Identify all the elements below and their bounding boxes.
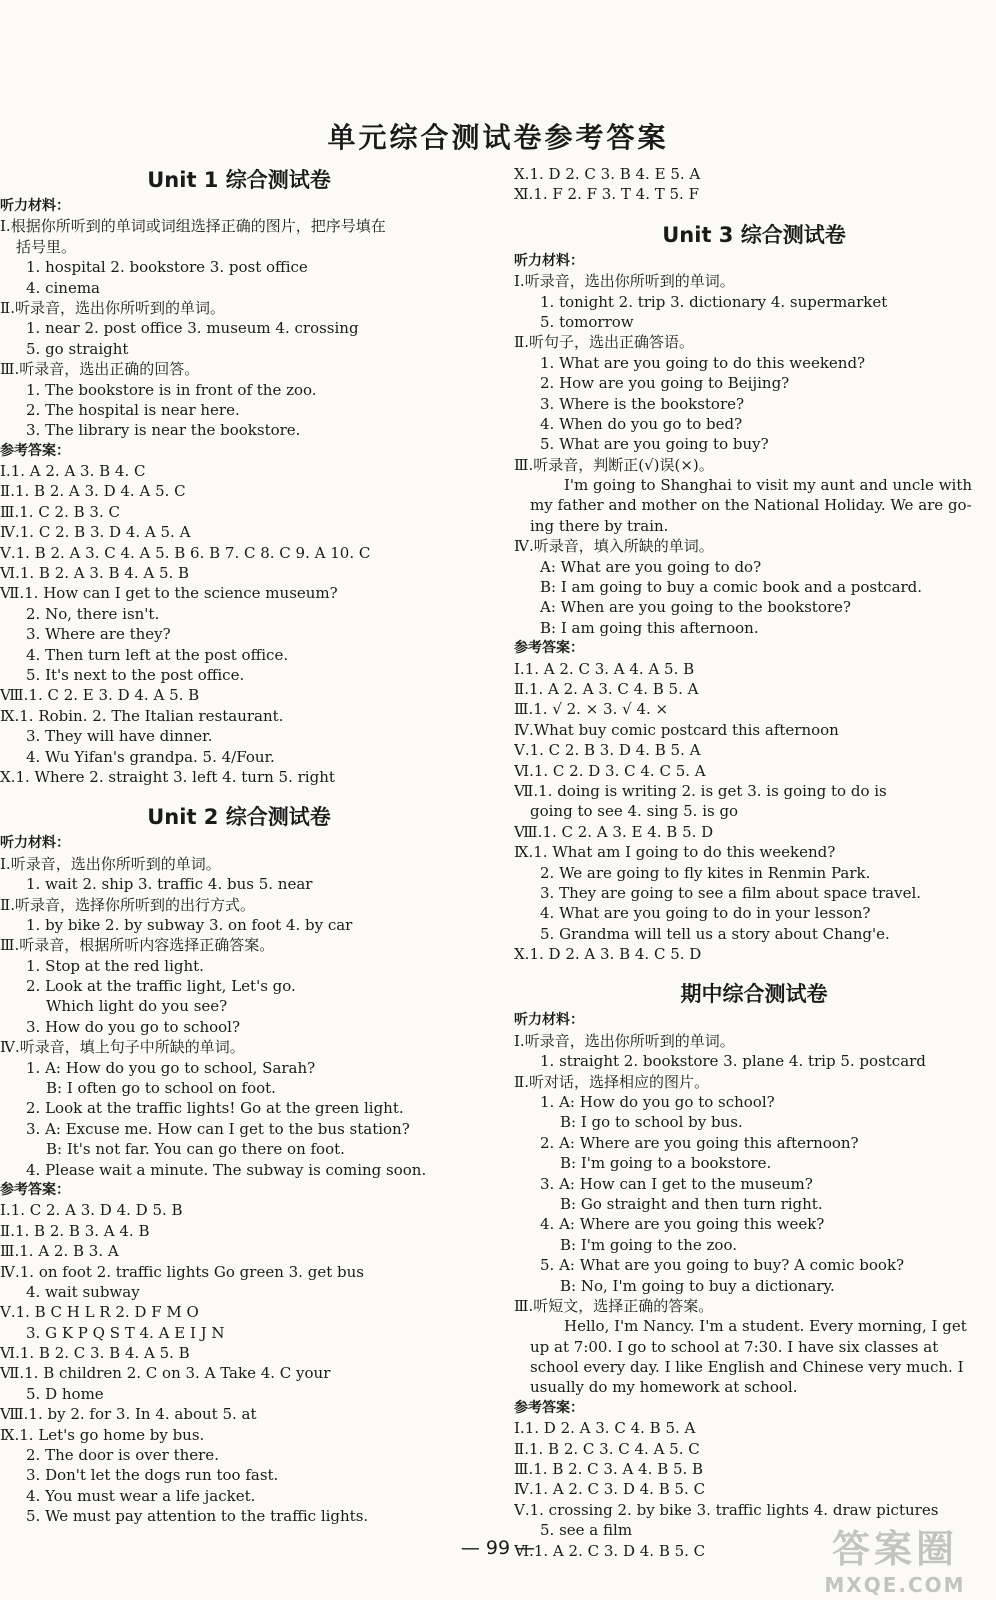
- text-line: 5. D home: [26, 1384, 104, 1403]
- text-line: Ⅰ.1. A 2. C 3. A 4. A 5. B: [514, 659, 695, 678]
- text-line: usually do my homework at school.: [530, 1378, 798, 1397]
- text-line: Ⅴ.1. C 2. B 3. D 4. B 5. A: [514, 741, 701, 760]
- section-label: 参考答案：: [0, 442, 70, 459]
- text-line: 1. tonight 2. trip 3. dictionary 4. supermarket: [540, 292, 888, 311]
- text-line: 5. It's next to the post office.: [26, 665, 245, 684]
- text-line: 5. A: What are you going to buy? A comic book?: [540, 1256, 905, 1275]
- text-line: 4. Wu Yifan's grandpa. 5. 4/Four.: [26, 747, 275, 766]
- text-line: B: I often go to school on foot.: [46, 1079, 276, 1098]
- text-line: Ⅲ.听短文，选择正确的答案。: [514, 1296, 714, 1315]
- section-gap: [514, 205, 994, 219]
- text-line: 5. We must pay attention to the traffic lights.: [26, 1507, 369, 1526]
- text-line: 3. Don't let the dogs run too fast.: [26, 1466, 279, 1485]
- text-line: Ⅳ.1. C 2. B 3. D 4. A 5. A: [0, 523, 191, 542]
- watermark-logo: [800, 1518, 990, 1597]
- text-line: up at 7:00. I go to school at 7:30. I have six classes at: [530, 1337, 939, 1356]
- text-line: B: I am going to buy a comic book and a postcard.: [540, 578, 923, 597]
- text-line: 3. G K P Q S T 4. A E I J N: [26, 1323, 225, 1342]
- text-line: B: I'm going to the zoo.: [560, 1235, 737, 1254]
- text-line: Ⅰ.听录音，选出你所听到的单词。: [514, 1031, 735, 1050]
- text-line: Ⅷ.1. C 2. E 3. D 4. A 5. B: [0, 686, 200, 705]
- text-line: 4. When do you go to bed?: [540, 414, 743, 433]
- section-gap: [0, 787, 478, 801]
- text-line: Ⅹ.1. D 2. C 3. B 4. E 5. A: [514, 165, 701, 183]
- section-label: 参考答案：: [514, 640, 584, 657]
- section-label: 听力材料：: [0, 835, 70, 852]
- text-line: Ⅲ.听录音，判断正(√)误(×)。: [514, 455, 714, 474]
- text-line: 1. A: How do you go to school?: [540, 1093, 775, 1112]
- text-line: B: I go to school by bus.: [560, 1113, 743, 1132]
- text-line: 1. wait 2. ship 3. traffic 4. bus 5. near: [26, 875, 313, 894]
- text-line: A: What are you going to do?: [540, 557, 762, 576]
- unit-title: 期中综合测试卷: [680, 982, 828, 1007]
- text-line: 4. wait subway: [26, 1282, 140, 1301]
- text-line: 2. We are going to fly kites in Renmin Park.: [540, 863, 871, 882]
- text-line: Ⅹ.1. Where 2. straight 3. left 4. turn 5. right: [0, 767, 335, 786]
- text-line: Ⅱ.听录音，选出你所听到的单词。: [0, 298, 225, 317]
- text-line: 5. see a film: [540, 1521, 633, 1540]
- text-line: B: Go straight and then turn right.: [560, 1194, 823, 1213]
- text-line: Ⅱ.1. B 2. C 3. C 4. A 5. C: [514, 1439, 700, 1458]
- watermark-sub-text: MXQE.COM: [824, 1573, 966, 1597]
- text-line: 2. Look at the traffic light, Let's go.: [26, 977, 296, 996]
- right-column: [514, 164, 994, 1561]
- text-line: Ⅰ.根据你所听到的单词或词组选择正确的图片，把序号填在: [0, 217, 386, 236]
- text-line: Ⅰ.1. A 2. A 3. B 4. C: [0, 462, 146, 481]
- text-line: 4. What are you going to do in your lesson?: [540, 904, 871, 923]
- text-line: Ⅵ.1. B 2. A 3. B 4. A 5. B: [0, 564, 190, 583]
- text-line: Ⅷ.1. by 2. for 3. In 4. about 5. at: [0, 1405, 257, 1424]
- text-line: 1. What are you going to do this weekend?: [540, 353, 866, 372]
- text-line: Ⅶ.1. doing is writing 2. is get 3. is going to do is: [514, 781, 887, 800]
- text-line: 2. No, there isn't.: [26, 604, 160, 623]
- text-line: 5. go straight: [26, 339, 129, 358]
- text-line: Ⅲ.1. √ 2. × 3. √ 4. ×: [514, 700, 669, 719]
- text-line: Ⅲ.1. C 2. B 3. C: [0, 502, 120, 521]
- text-line: 1. hospital 2. bookstore 3. post office: [26, 258, 308, 277]
- text-line: 2. Look at the traffic lights! Go at the green light.: [26, 1099, 404, 1118]
- text-line: 3. Where are they?: [26, 625, 171, 644]
- text-line: A: When are you going to the bookstore?: [540, 598, 851, 617]
- unit-title: Unit 1 综合测试卷: [147, 168, 331, 192]
- text-line: Ⅱ.听对话，选择相应的图片。: [514, 1072, 709, 1091]
- text-line: 4. cinema: [26, 278, 100, 297]
- text-line: Ⅺ.1. F 2. F 3. T 4. T 5. F: [514, 185, 700, 204]
- text-line: 1. near 2. post office 3. museum 4. crossing: [26, 319, 359, 338]
- text-line: 3. A: How can I get to the museum?: [540, 1174, 813, 1193]
- text-line: 4. Then turn left at the post office.: [26, 645, 289, 664]
- text-line: Ⅳ.What buy comic postcard this afternoon: [514, 720, 839, 739]
- text-line: 3. The library is near the bookstore.: [26, 421, 301, 440]
- text-line: 3. They will have dinner.: [26, 727, 213, 746]
- text-line: Ⅱ.听句子，选出正确答语。: [514, 333, 694, 352]
- text-line: Ⅱ.听录音，选择你所听到的出行方式。: [0, 895, 255, 914]
- text-line: 5. Grandma will tell us a story about Chang'e.: [540, 924, 890, 943]
- text-line: Ⅶ.1. B children 2. C on 3. A Take 4. C your: [0, 1364, 331, 1383]
- text-line: Ⅱ.1. B 2. A 3. D 4. A 5. C: [0, 482, 186, 501]
- text-line: Ⅸ.1. Robin. 2. The Italian restaurant.: [0, 706, 284, 725]
- text-line: 3. They are going to see a film about space travel.: [540, 883, 922, 902]
- text-line: Ⅸ.1. What am I going to do this weekend?: [514, 843, 836, 862]
- text-line: 1. straight 2. bookstore 3. plane 4. trip 5. postcard: [540, 1052, 926, 1071]
- text-line: 5. tomorrow: [540, 312, 634, 331]
- text-line: 1. by bike 2. by subway 3. on foot 4. by car: [26, 915, 353, 934]
- text-line: Ⅳ.听录音，填上句子中所缺的单词。: [0, 1038, 245, 1057]
- text-line: 2. The hospital is near here.: [26, 400, 240, 419]
- text-line: 括号里。: [16, 237, 77, 256]
- text-line: Ⅹ.1. D 2. A 3. B 4. C 5. D: [514, 945, 702, 964]
- text-line: my father and mother on the National Holiday. We are go-: [530, 496, 972, 515]
- text-line: 4. A: Where are you going this week?: [540, 1215, 825, 1234]
- text-line: Ⅰ.1. D 2. A 3. C 4. B 5. A: [514, 1419, 696, 1438]
- unit-title: Unit 2 综合测试卷: [147, 805, 331, 830]
- text-line: 1. The bookstore is in front of the zoo.: [26, 380, 317, 399]
- text-line: 2. How are you going to Beijing?: [540, 374, 790, 393]
- text-line: Ⅸ.1. Let's go home by bus.: [0, 1425, 205, 1444]
- text-line: Ⅵ.1. A 2. C 3. D 4. B 5. C: [514, 1541, 706, 1560]
- text-line: Ⅴ.1. B C H L R 2. D F M O: [0, 1303, 199, 1322]
- text-line: Hello, I'm Nancy. I'm a student. Every morning, I get: [564, 1317, 967, 1336]
- section-label: 参考答案：: [514, 1399, 584, 1416]
- text-line: Ⅰ.听录音，选出你所听到的单词。: [0, 854, 221, 873]
- text-line: Ⅷ.1. C 2. A 3. E 4. B 5. D: [514, 822, 714, 841]
- text-line: Ⅱ.1. A 2. A 3. C 4. B 5. A: [514, 679, 699, 698]
- text-line: Ⅳ.1. on foot 2. traffic lights Go green 3. get bus: [0, 1262, 364, 1281]
- text-line: 3. How do you go to school?: [26, 1017, 241, 1036]
- section-gap: [514, 964, 994, 978]
- text-line: Ⅰ.听录音，选出你所听到的单词。: [514, 272, 735, 291]
- text-line: 4. Please wait a minute. The subway is coming soon.: [26, 1160, 427, 1179]
- text-line: B: It's not far. You can go there on foot.: [46, 1140, 345, 1159]
- text-line: Ⅳ.1. A 2. C 3. D 4. B 5. C: [514, 1480, 706, 1499]
- text-line: Ⅲ.听录音，根据所听内容选择正确答案。: [0, 936, 275, 955]
- text-line: B: I'm going to a bookstore.: [560, 1154, 772, 1173]
- page-number: — 99 —: [460, 1537, 536, 1559]
- text-line: Ⅲ.1. A 2. B 3. A: [0, 1242, 119, 1261]
- section-label: 听力材料：: [0, 198, 70, 214]
- text-line: Ⅳ.听录音，填入所缺的单词。: [514, 537, 714, 556]
- text-line: Ⅲ.1. B 2. C 3. A 4. B 5. B: [514, 1460, 704, 1479]
- section-label: 听力材料：: [514, 1012, 584, 1029]
- text-line: 3. Where is the bookstore?: [540, 394, 745, 413]
- text-line: B: No, I'm going to buy a dictionary.: [560, 1276, 835, 1295]
- watermark-main-text: 答案圈: [831, 1527, 958, 1571]
- text-line: Which light do you see?: [46, 997, 228, 1016]
- section-label: 参考答案：: [0, 1181, 70, 1198]
- text-line: Ⅲ.听录音，选出正确的回答。: [0, 360, 200, 379]
- unit-title: Unit 3 综合测试卷: [662, 222, 846, 247]
- text-line: 2. A: Where are you going this afternoon?: [540, 1133, 859, 1152]
- text-line: 2. The door is over there.: [26, 1446, 219, 1465]
- text-line: Ⅴ.1. crossing 2. by bike 3. traffic lights 4. draw pictures: [514, 1500, 939, 1519]
- page-title: 单元综合测试卷参考答案: [327, 121, 669, 154]
- text-line: 3. A: Excuse me. How can I get to the bus station?: [26, 1119, 410, 1138]
- text-line: going to see 4. sing 5. is go: [530, 802, 739, 821]
- text-line: 5. What are you going to buy?: [540, 435, 769, 454]
- text-line: Ⅶ.1. How can I get to the science museum?: [0, 584, 338, 603]
- section-label: 听力材料：: [514, 252, 584, 269]
- text-line: 4. You must wear a life jacket.: [26, 1486, 256, 1505]
- text-line: I'm going to Shanghai to visit my aunt and uncle with: [564, 476, 973, 495]
- text-line: 1. A: How do you go to school, Sarah?: [26, 1058, 316, 1077]
- text-line: school every day. I like English and Chinese very much. I: [530, 1358, 964, 1377]
- left-column: [0, 164, 478, 1527]
- text-line: Ⅰ.1. C 2. A 3. D 4. D 5. B: [0, 1201, 183, 1220]
- text-line: Ⅴ.1. B 2. A 3. C 4. A 5. B 6. B 7. C 8. C 9. A 10. C: [0, 543, 371, 562]
- text-line: 1. Stop at the red light.: [26, 956, 204, 975]
- text-line: Ⅱ.1. B 2. B 3. A 4. B: [0, 1221, 150, 1240]
- text-line: Ⅵ.1. C 2. D 3. C 4. C 5. A: [514, 761, 706, 780]
- text-line: Ⅵ.1. B 2. C 3. B 4. A 5. B: [0, 1344, 190, 1363]
- text-line: ing there by train.: [530, 516, 669, 535]
- text-line: B: I am going this afternoon.: [540, 618, 759, 637]
